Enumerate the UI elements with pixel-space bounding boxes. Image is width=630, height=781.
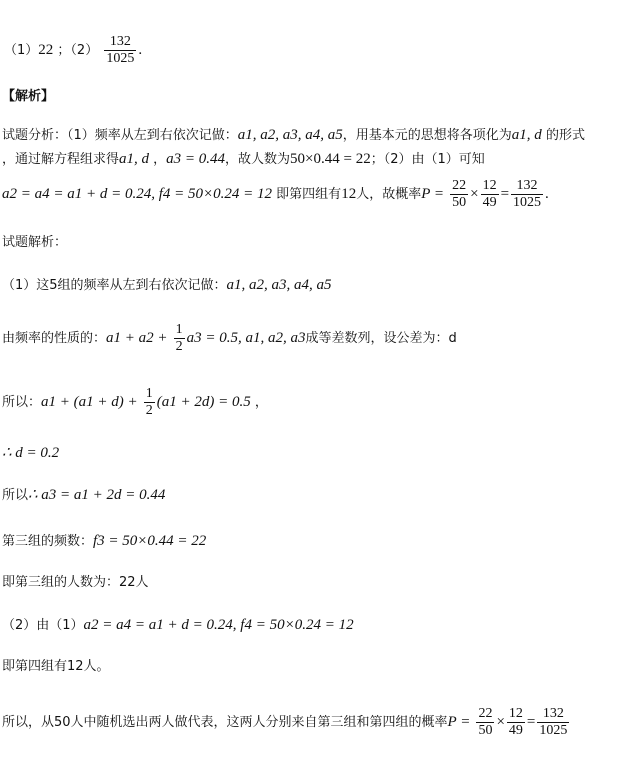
solution-text: 第三组的频数： xyxy=(2,534,94,549)
answer-part2-fraction xyxy=(104,34,136,67)
solution-line-2 xyxy=(2,322,457,355)
solution-text: 所以： xyxy=(2,395,42,410)
analysis-line-2: ，通过解方程组求得a1, d ，a3 = 0.44，故人数为50×0.44 = 22；（2）由（1）可知 xyxy=(2,151,485,167)
analysis-text: 试题分析：（1）频率从左到右依次记做： xyxy=(2,128,238,143)
fraction xyxy=(511,178,543,211)
analysis-line-1 xyxy=(2,126,585,145)
solution-text: 所以 xyxy=(2,488,29,503)
math-sequence: a1, a2, a3, a4, a5 xyxy=(226,277,332,293)
fraction xyxy=(507,706,525,739)
solution-line-6 xyxy=(2,532,206,551)
fraction xyxy=(450,178,468,211)
fraction xyxy=(481,178,499,211)
analysis-line-3 xyxy=(2,178,549,211)
fraction-denominator: 49 xyxy=(482,195,497,210)
fraction-denominator: 1025 xyxy=(539,723,568,738)
solution-text: （1）这5组的频率从左到右依次记做： xyxy=(2,278,227,293)
math-equation: a1 + (a1 + d) + xyxy=(41,394,138,410)
math-equation: a3 = 0.5, a1, a2, a3 xyxy=(186,330,306,346)
math-operator: × xyxy=(496,714,505,730)
math-operator: = xyxy=(500,186,510,202)
math-equation: a3 = 0.44 xyxy=(166,151,226,167)
math-equation: ∴ a3 = a1 + 2d = 0.44 xyxy=(28,487,166,503)
math-symbol: P = xyxy=(421,186,444,202)
analysis-text: 的形式 xyxy=(545,128,585,143)
analysis-text: ，故人数为 xyxy=(225,152,291,167)
math-vars: a1, d xyxy=(119,151,150,167)
solution-title: 试题解析： xyxy=(2,235,68,250)
answer-end: . xyxy=(138,42,143,58)
solution-line-3 xyxy=(2,386,268,419)
fraction-numerator: 12 xyxy=(482,178,497,193)
analysis-heading: 【解析】 xyxy=(2,89,55,104)
fraction-numerator: 22 xyxy=(452,178,467,193)
fraction-half xyxy=(144,386,155,419)
math-sequence: a1, a2, a3, a4, a5 xyxy=(237,127,343,143)
fraction-denominator: 2 xyxy=(175,339,183,354)
fraction-denominator: 1025 xyxy=(106,51,135,66)
fraction-numerator: 132 xyxy=(511,178,543,195)
solution-line-8 xyxy=(2,616,354,635)
solution-line-10 xyxy=(2,706,571,739)
math-operator: = xyxy=(526,714,536,730)
fraction-numerator: 132 xyxy=(537,706,569,723)
math-equation: f3 = 50×0.44 = 22 xyxy=(93,533,207,549)
fraction-half xyxy=(174,322,185,355)
math-equation: a2 = a4 = a1 + d = 0.24, f4 = 50×0.24 = 12 xyxy=(83,617,354,633)
analysis-text: ；（2）由（1）可知 xyxy=(370,152,485,167)
answer-line xyxy=(4,34,142,67)
math-equation: a2 = a4 = a1 + d = 0.24, f4 = 50×0.24 = 12 xyxy=(2,186,273,202)
fraction xyxy=(537,706,569,739)
solution-line-4: ∴ d = 0.2 xyxy=(2,445,60,461)
answer-part1-value: 22 xyxy=(38,42,54,58)
solution-line-5 xyxy=(2,486,165,505)
fraction-numerator: 1 xyxy=(175,322,183,337)
fraction-denominator: 49 xyxy=(508,723,523,738)
solution-text: ，设公差为：d xyxy=(370,331,457,346)
fraction-numerator: 1 xyxy=(145,386,153,401)
math-end: . xyxy=(545,186,549,202)
solution-line-7: 即第三组的人数为：22人 xyxy=(2,575,149,590)
analysis-text: 人，故概率 xyxy=(356,187,422,202)
math-number: 12 xyxy=(341,186,357,202)
fraction-denominator: 50 xyxy=(478,723,493,738)
solution-text: 所以，从50人中随机选出两人做代表，这两人分别来自第三组和第四组的概率 xyxy=(2,715,448,730)
solution-line-9: 即第四组有12人。 xyxy=(2,659,110,674)
answer-separator: ；（2） xyxy=(57,43,99,58)
analysis-text: ，用基本元的思想将各项化为 xyxy=(342,128,512,143)
fraction xyxy=(476,706,494,739)
math-equation: a1 + a2 + xyxy=(106,330,168,346)
math-equation: 50×0.44 = 22 xyxy=(290,151,371,167)
solution-text: 成等差数列 xyxy=(305,331,371,346)
solution-text: （2）由（1） xyxy=(2,618,84,633)
math-symbol: P = xyxy=(447,714,471,730)
solution-text: ， xyxy=(254,395,268,410)
math-vars: a1, d xyxy=(511,127,542,143)
fraction-numerator: 12 xyxy=(508,706,523,721)
fraction-numerator: 132 xyxy=(104,34,136,51)
analysis-text: 即第四组有 xyxy=(276,187,342,202)
answer-part1-label: （1） xyxy=(4,43,39,58)
fraction-numerator: 22 xyxy=(478,706,493,721)
solution-line-1 xyxy=(2,276,332,295)
math-operator: × xyxy=(470,186,479,202)
math-equation: (a1 + 2d) = 0.5 xyxy=(156,394,251,410)
solution-text: 由频率的性质的： xyxy=(2,331,107,346)
analysis-text: ，通过解方程组求得 xyxy=(2,152,120,167)
fraction-denominator: 2 xyxy=(145,403,153,418)
fraction-denominator: 50 xyxy=(452,195,467,210)
fraction-denominator: 1025 xyxy=(513,195,542,210)
